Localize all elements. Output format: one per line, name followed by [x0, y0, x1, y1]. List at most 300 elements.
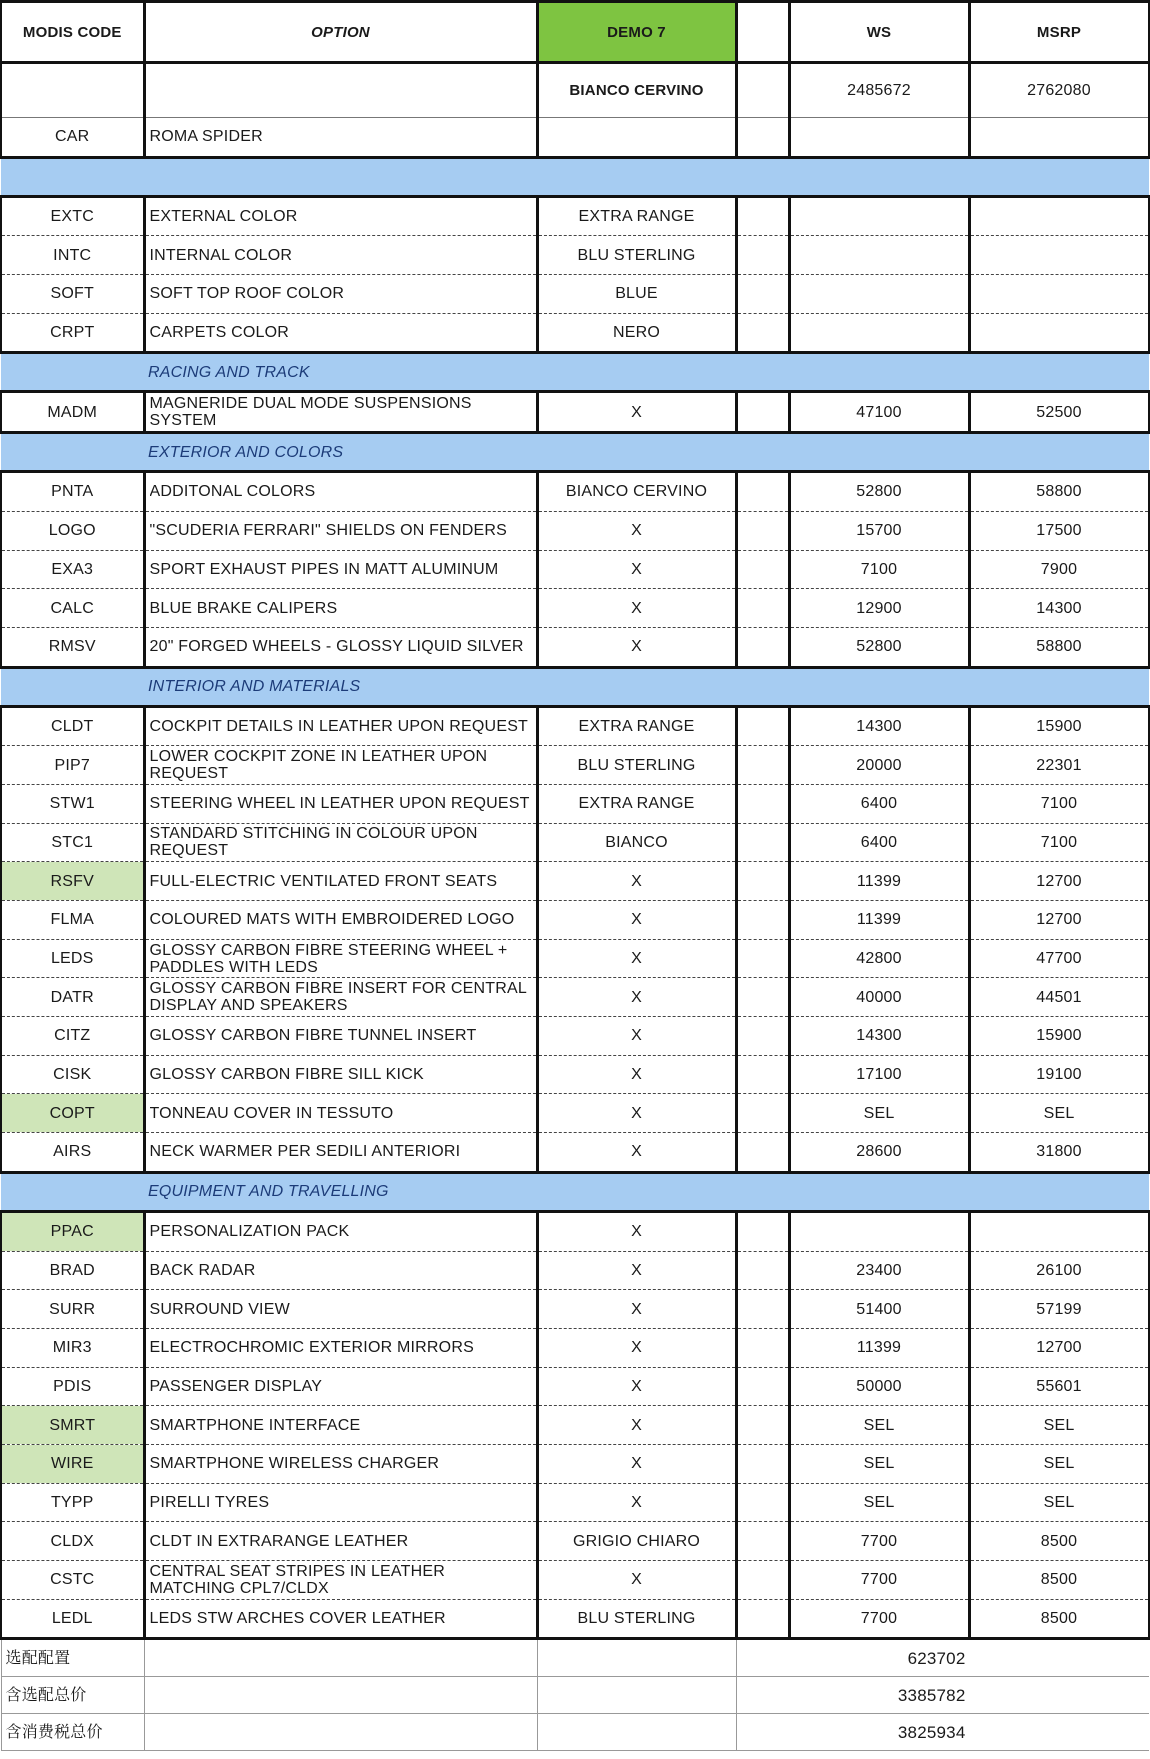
- msrp-price: 14300: [969, 589, 1149, 628]
- modis-code: CITZ: [1, 1017, 144, 1056]
- demo-value: X: [537, 1290, 736, 1329]
- subheader-ws: 2485672: [789, 63, 969, 118]
- blank-cell: [736, 1211, 789, 1251]
- msrp-price: SEL: [969, 1444, 1149, 1483]
- modis-code: FLMA: [1, 901, 144, 940]
- option-name: [144, 392, 537, 433]
- table-row: [1, 1017, 1149, 1056]
- ws-price: 28600: [789, 1133, 969, 1173]
- ws-price: 51400: [789, 1290, 969, 1329]
- table-row: [1, 196, 1149, 236]
- total-blank: [144, 1677, 537, 1714]
- table-row: [1, 1483, 1149, 1522]
- demo-value: EXTRA RANGE: [537, 196, 736, 236]
- msrp-price: [969, 196, 1149, 236]
- option-name: [144, 1561, 537, 1600]
- demo-value: X: [537, 901, 736, 940]
- header-row: [1, 2, 1149, 63]
- option-name-text: GLOSSY CARBON FIBRE TUNNEL INSERT: [149, 1027, 477, 1045]
- modis-code: BRAD: [1, 1251, 144, 1290]
- total-blank: [144, 1639, 537, 1677]
- msrp-price: SEL: [969, 1094, 1149, 1133]
- demo-value: X: [537, 589, 736, 628]
- table-row: [1, 746, 1149, 785]
- modis-code: MADM: [1, 392, 144, 433]
- section-title: RACING AND TRACK: [144, 353, 1149, 392]
- option-name-text: INTERNAL COLOR: [149, 246, 293, 264]
- msrp-price: 17500: [969, 511, 1149, 550]
- header-demo: DEMO 7: [537, 2, 736, 63]
- ws-price: SEL: [789, 1444, 969, 1483]
- car-code: CAR: [1, 118, 144, 158]
- total-row: [1, 1677, 1149, 1714]
- modis-code: STW1: [1, 784, 144, 823]
- blank-cell: [736, 472, 789, 512]
- option-name-text: SOFT TOP ROOF COLOR: [149, 285, 345, 303]
- option-name-text: STEERING WHEEL IN LEATHER UPON REQUEST: [149, 795, 530, 813]
- table-row: [1, 1133, 1149, 1173]
- option-name-text: GLOSSY CARBON FIBRE INSERT FOR CENTRAL DISPLAY AND SPEAKERS: [149, 980, 527, 1015]
- blank-cell: [736, 862, 789, 901]
- modis-code: SMRT: [1, 1406, 144, 1445]
- modis-code: RSFV: [1, 862, 144, 901]
- header-code: MODIS CODE: [1, 2, 144, 63]
- msrp-price: 8500: [969, 1599, 1149, 1639]
- section-header: [1, 667, 1149, 706]
- msrp-price: 7100: [969, 784, 1149, 823]
- msrp-price: 22301: [969, 746, 1149, 785]
- option-name-text: GLOSSY CARBON FIBRE SILL KICK: [149, 1066, 424, 1084]
- msrp-price: 47700: [969, 939, 1149, 978]
- option-name: [144, 901, 537, 940]
- ws-price: 40000: [789, 978, 969, 1017]
- modis-code: PPAC: [1, 1211, 144, 1251]
- total-blank: [537, 1639, 736, 1677]
- ws-price: 47100: [789, 392, 969, 433]
- total-value-text: 3385782: [897, 1685, 966, 1705]
- demo-value: X: [537, 511, 736, 550]
- demo-value: X: [537, 1017, 736, 1056]
- total-blank: [144, 1714, 537, 1751]
- demo-value: EXTRA RANGE: [537, 706, 736, 746]
- option-name: [144, 313, 537, 353]
- ws-price: 14300: [789, 706, 969, 746]
- ws-price: 50000: [789, 1367, 969, 1406]
- demo-value: X: [537, 1211, 736, 1251]
- blank-cell: [736, 589, 789, 628]
- total-value-text: 3825934: [897, 1722, 966, 1742]
- option-name-text: CARPETS COLOR: [149, 324, 290, 342]
- table-row: [1, 901, 1149, 940]
- option-name-text: CENTRAL SEAT STRIPES IN LEATHER MATCHING CPL7/CLDX: [149, 1562, 445, 1597]
- ws-price: 11399: [789, 1328, 969, 1367]
- option-name-text: "SCUDERIA FERRARI" SHIELDS ON FENDERS: [149, 522, 507, 540]
- option-name-text: PERSONALIZATION PACK: [149, 1223, 350, 1241]
- blank-cell: [736, 939, 789, 978]
- modis-code: LEDL: [1, 1599, 144, 1639]
- msrp-price: 7900: [969, 550, 1149, 589]
- demo-value: BLU STERLING: [537, 236, 736, 275]
- header-blank: [736, 2, 789, 63]
- ws-price: [789, 313, 969, 353]
- option-name: [144, 236, 537, 275]
- table-row: [1, 978, 1149, 1017]
- msrp-price: 15900: [969, 706, 1149, 746]
- subheader-demo: BIANCO CERVINO: [537, 63, 736, 118]
- msrp-price: 31800: [969, 1133, 1149, 1173]
- option-name-text: NECK WARMER PER SEDILI ANTERIORI: [149, 1143, 461, 1161]
- blank-cell: [736, 313, 789, 353]
- demo-value: X: [537, 939, 736, 978]
- blank-cell: [736, 901, 789, 940]
- demo-value: BIANCO: [537, 823, 736, 862]
- msrp-price: 8500: [969, 1522, 1149, 1561]
- blank-cell: [736, 1406, 789, 1445]
- option-name: [144, 1444, 537, 1483]
- option-name: [144, 511, 537, 550]
- blank-cell: [736, 550, 789, 589]
- option-name: [144, 706, 537, 746]
- option-name: [144, 784, 537, 823]
- option-name: [144, 1290, 537, 1329]
- option-name: [144, 1211, 537, 1251]
- msrp-price: 7100: [969, 823, 1149, 862]
- option-name: [144, 1599, 537, 1639]
- ws-price: [789, 275, 969, 314]
- blank-cell: [736, 1055, 789, 1094]
- ws-price: 14300: [789, 1017, 969, 1056]
- table-row: [1, 1367, 1149, 1406]
- option-name-text: CLDT IN EXTRARANGE LEATHER: [149, 1532, 409, 1550]
- subheader-row: [1, 63, 1149, 118]
- msrp-price: [969, 275, 1149, 314]
- option-name: [144, 823, 537, 862]
- ws-price: 15700: [789, 511, 969, 550]
- ws-price: SEL: [789, 1094, 969, 1133]
- option-name: [144, 1522, 537, 1561]
- total-label: 含消费税总价: [1, 1714, 144, 1751]
- section-header: [1, 433, 1149, 472]
- option-name-text: 20" FORGED WHEELS - GLOSSY LIQUID SILVER: [149, 638, 524, 656]
- demo-value: X: [537, 1251, 736, 1290]
- table-row: [1, 472, 1149, 512]
- option-name-text: SMARTPHONE WIRELESS CHARGER: [149, 1455, 440, 1473]
- ws-price: 17100: [789, 1055, 969, 1094]
- modis-code: CISK: [1, 1055, 144, 1094]
- blank-cell: [736, 1522, 789, 1561]
- ws-price: SEL: [789, 1406, 969, 1445]
- option-name-text: LEDS STW ARCHES COVER LEATHER: [149, 1610, 446, 1628]
- modis-code: TYPP: [1, 1483, 144, 1522]
- section-header: [1, 1172, 1149, 1211]
- total-row: [1, 1639, 1149, 1677]
- option-name: [144, 1328, 537, 1367]
- table-row: [1, 823, 1149, 862]
- option-name-text: PASSENGER DISPLAY: [149, 1377, 323, 1395]
- option-name: [144, 472, 537, 512]
- ws-price: 52800: [789, 472, 969, 512]
- modis-code: PIP7: [1, 746, 144, 785]
- option-name: [144, 1055, 537, 1094]
- blank-cell: [736, 392, 789, 433]
- table-row: [1, 784, 1149, 823]
- total-label: 选配配置: [1, 1639, 144, 1677]
- option-name: [144, 1133, 537, 1173]
- table-row: [1, 236, 1149, 275]
- msrp-price: [969, 313, 1149, 353]
- modis-code: LEDS: [1, 939, 144, 978]
- table-row: [1, 706, 1149, 746]
- ws-price: [789, 236, 969, 275]
- msrp-price: 8500: [969, 1561, 1149, 1600]
- table-row: [1, 275, 1149, 314]
- header-ws: WS: [789, 2, 969, 63]
- msrp-price: 57199: [969, 1290, 1149, 1329]
- ws-price: [789, 196, 969, 236]
- modis-code: CALC: [1, 589, 144, 628]
- table-row: [1, 939, 1149, 978]
- option-name-text: SURROUND VIEW: [149, 1300, 290, 1318]
- option-name-text: STANDARD STITCHING IN COLOUR UPON REQUEST: [149, 825, 478, 860]
- modis-code: AIRS: [1, 1133, 144, 1173]
- blank-cell: [736, 784, 789, 823]
- total-blank: [537, 1677, 736, 1714]
- msrp-price: SEL: [969, 1406, 1149, 1445]
- table-row: [1, 1211, 1149, 1251]
- header-msrp: MSRP: [969, 2, 1149, 63]
- option-name-text: PIRELLI TYRES: [149, 1493, 270, 1511]
- blank-cell: [736, 275, 789, 314]
- modis-code: MIR3: [1, 1328, 144, 1367]
- table-row: [1, 313, 1149, 353]
- blank-cell: [736, 978, 789, 1017]
- ws-price: [789, 1211, 969, 1251]
- option-name-text: COCKPIT DETAILS IN LEATHER UPON REQUEST: [149, 717, 529, 735]
- ws-price: 7700: [789, 1561, 969, 1600]
- option-name: [144, 1367, 537, 1406]
- blank-cell: [736, 1328, 789, 1367]
- demo-value: X: [537, 862, 736, 901]
- demo-value: X: [537, 1406, 736, 1445]
- ws-price: 23400: [789, 1251, 969, 1290]
- blank-cell: [736, 1017, 789, 1056]
- option-name: [144, 627, 537, 667]
- msrp-price: 15900: [969, 1017, 1149, 1056]
- msrp-price: 12700: [969, 1328, 1149, 1367]
- msrp-price: SEL: [969, 1483, 1149, 1522]
- blank-cell: [736, 746, 789, 785]
- option-name: [144, 589, 537, 628]
- option-name-text: TONNEAU COVER IN TESSUTO: [149, 1104, 394, 1122]
- blank-cell: [736, 627, 789, 667]
- blank-cell: [736, 1599, 789, 1639]
- table-row: [1, 862, 1149, 901]
- total-row: [1, 1714, 1149, 1751]
- ws-price: 6400: [789, 784, 969, 823]
- demo-value: X: [537, 1055, 736, 1094]
- msrp-price: 44501: [969, 978, 1149, 1017]
- modis-code: COPT: [1, 1094, 144, 1133]
- modis-code: EXA3: [1, 550, 144, 589]
- blank-cell: [736, 1444, 789, 1483]
- msrp-price: 12700: [969, 901, 1149, 940]
- ws-price: 7700: [789, 1599, 969, 1639]
- table-row: [1, 1561, 1149, 1600]
- table-row: [1, 550, 1149, 589]
- demo-value: BLU STERLING: [537, 746, 736, 785]
- modis-code: PDIS: [1, 1367, 144, 1406]
- table-row: [1, 392, 1149, 433]
- option-name: [144, 1406, 537, 1445]
- section-title: EQUIPMENT AND TRAVELLING: [144, 1172, 1149, 1211]
- blank-cell: [736, 1483, 789, 1522]
- option-name-text: MAGNERIDE DUAL MODE SUSPENSIONS SYSTEM: [149, 395, 472, 430]
- blank-cell: [736, 1290, 789, 1329]
- option-name: [144, 196, 537, 236]
- msrp-price: 52500: [969, 392, 1149, 433]
- table-row: [1, 1522, 1149, 1561]
- blank-cell: [736, 1561, 789, 1600]
- option-name: [144, 862, 537, 901]
- ws-price: 6400: [789, 823, 969, 862]
- option-name-text: LOWER COCKPIT ZONE IN LEATHER UPON REQUEST: [149, 748, 488, 783]
- option-name-text: SPORT EXHAUST PIPES IN MATT ALUMINUM: [149, 560, 499, 578]
- table-row: [1, 1328, 1149, 1367]
- modis-code: CLDX: [1, 1522, 144, 1561]
- blank-cell: [736, 1367, 789, 1406]
- total-value: [736, 1639, 1149, 1677]
- option-name-text: GLOSSY CARBON FIBRE STEERING WHEEL + PADDLES WITH LEDS: [149, 941, 508, 976]
- ws-price: 7100: [789, 550, 969, 589]
- blank-cell: [736, 511, 789, 550]
- option-name-text: FULL-ELECTRIC VENTILATED FRONT SEATS: [149, 872, 498, 890]
- section-header: [1, 353, 1149, 392]
- section-title: INTERIOR AND MATERIALS: [144, 667, 1149, 706]
- demo-value: X: [537, 1444, 736, 1483]
- demo-value: BLUE: [537, 275, 736, 314]
- ws-price: 52800: [789, 627, 969, 667]
- table-row: [1, 1406, 1149, 1445]
- blank-cell: [736, 823, 789, 862]
- section-blank: [1, 157, 1149, 196]
- modis-code: SOFT: [1, 275, 144, 314]
- option-name-text: SMARTPHONE INTERFACE: [149, 1416, 361, 1434]
- total-value-text: 623702: [907, 1648, 966, 1668]
- demo-value: X: [537, 392, 736, 433]
- msrp-price: 12700: [969, 862, 1149, 901]
- ws-price: 42800: [789, 939, 969, 978]
- option-name: [144, 1251, 537, 1290]
- msrp-price: [969, 1211, 1149, 1251]
- option-name: [144, 1483, 537, 1522]
- modis-code: PNTA: [1, 472, 144, 512]
- demo-value: X: [537, 1133, 736, 1173]
- modis-code: WIRE: [1, 1444, 144, 1483]
- table-row: [1, 1094, 1149, 1133]
- total-label: 含选配总价: [1, 1677, 144, 1714]
- demo-value: X: [537, 978, 736, 1017]
- table-row: [1, 627, 1149, 667]
- demo-value: EXTRA RANGE: [537, 784, 736, 823]
- demo-value: BIANCO CERVINO: [537, 472, 736, 512]
- option-name-text: EXTERNAL COLOR: [149, 208, 298, 226]
- demo-value: X: [537, 1483, 736, 1522]
- table-row: [1, 511, 1149, 550]
- msrp-price: 19100: [969, 1055, 1149, 1094]
- ws-price: 12900: [789, 589, 969, 628]
- msrp-price: 26100: [969, 1251, 1149, 1290]
- option-name-text: ADDITONAL COLORS: [149, 483, 316, 501]
- modis-code: EXTC: [1, 196, 144, 236]
- table-row: [1, 1444, 1149, 1483]
- blank-cell: [736, 236, 789, 275]
- total-value: [736, 1714, 1149, 1751]
- option-name: [144, 978, 537, 1017]
- blank-cell: [736, 706, 789, 746]
- modis-code: CLDT: [1, 706, 144, 746]
- modis-code: CSTC: [1, 1561, 144, 1600]
- table-row: [1, 1599, 1149, 1639]
- option-name-text: BACK RADAR: [149, 1261, 256, 1279]
- ws-price: 20000: [789, 746, 969, 785]
- demo-value: NERO: [537, 313, 736, 353]
- ws-price: 7700: [789, 1522, 969, 1561]
- option-name-text: BLUE BRAKE CALIPERS: [149, 599, 338, 617]
- demo-value: BLU STERLING: [537, 1599, 736, 1639]
- ws-price: 11399: [789, 901, 969, 940]
- demo-value: X: [537, 1094, 736, 1133]
- option-name: [144, 550, 537, 589]
- modis-code: RMSV: [1, 627, 144, 667]
- total-value: [736, 1677, 1149, 1714]
- option-name: [144, 746, 537, 785]
- table-row: [1, 1055, 1149, 1094]
- demo-value: X: [537, 627, 736, 667]
- ws-price: SEL: [789, 1483, 969, 1522]
- modis-code: LOGO: [1, 511, 144, 550]
- msrp-price: [969, 236, 1149, 275]
- option-name-text: COLOURED MATS WITH EMBROIDERED LOGO: [149, 911, 515, 929]
- demo-value: X: [537, 1561, 736, 1600]
- car-model: ROMA SPIDER: [144, 118, 537, 158]
- total-blank: [537, 1714, 736, 1751]
- option-name: [144, 939, 537, 978]
- option-name: [144, 1094, 537, 1133]
- modis-code: DATR: [1, 978, 144, 1017]
- demo-value: X: [537, 1328, 736, 1367]
- table-row: [1, 589, 1149, 628]
- table-row: [1, 1290, 1149, 1329]
- table-row: [1, 1251, 1149, 1290]
- option-name-text: ELECTROCHROMIC EXTERIOR MIRRORS: [149, 1339, 474, 1357]
- blank-cell: [736, 1094, 789, 1133]
- section-title: EXTERIOR AND COLORS: [144, 433, 1149, 472]
- car-row: [1, 118, 1149, 158]
- msrp-price: 55601: [969, 1367, 1149, 1406]
- subheader-msrp: 2762080: [969, 63, 1149, 118]
- modis-code: INTC: [1, 236, 144, 275]
- ws-price: 11399: [789, 862, 969, 901]
- blank-cell: [736, 196, 789, 236]
- demo-value: GRIGIO CHIARO: [537, 1522, 736, 1561]
- option-name: [144, 275, 537, 314]
- demo-value: X: [537, 550, 736, 589]
- option-name: [144, 1017, 537, 1056]
- demo-value: X: [537, 1367, 736, 1406]
- blank-cell: [736, 1251, 789, 1290]
- msrp-price: 58800: [969, 627, 1149, 667]
- header-option: OPTION: [144, 2, 537, 63]
